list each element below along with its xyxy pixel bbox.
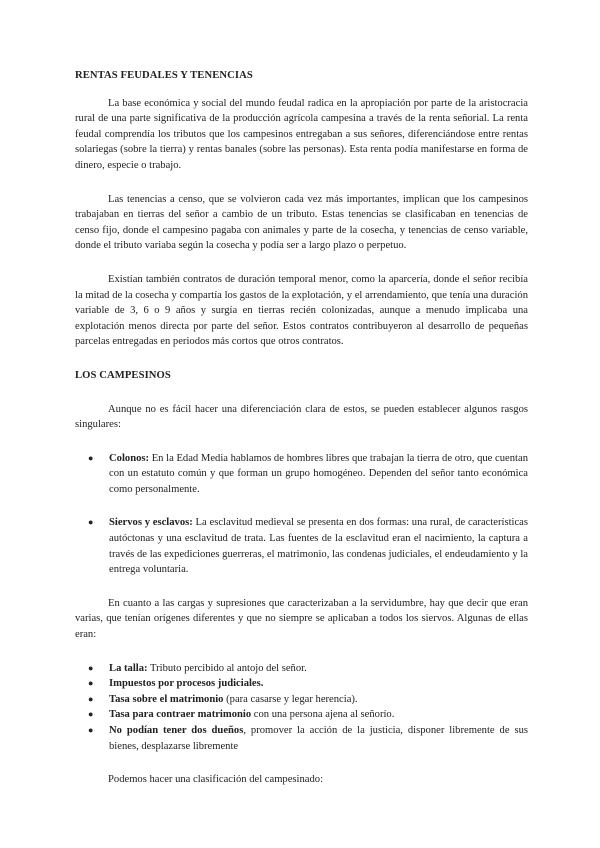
list-item-text: , promover la acción de la justicia, disponer libremente de sus bienes, desplazarse libremente: [109, 725, 528, 752]
list-item-term: La talla:: [109, 662, 148, 674]
text-colonos: En la Edad Media hablamos de hombres libres que trabajan la tierra de otro, que cuentan con un estatuto común y que forman un grupo homogéneo. Dependen del señor tanto económica como personalmente.: [109, 452, 528, 495]
bullet-item-colonos: [75, 451, 528, 498]
list-item-term: Tasa sobre el matrimonio: [109, 693, 224, 705]
paragraph-rentas-1: La base económica y social del mundo feudal radica en la apropiación por parte de la aristocracia rural de una parte significativa de la producción agrícola campesina a través de la renta señorial. La renta feudal comprendía los tributos que los campesinos entregaban a sus señores, diferenciándose entre rentas solariegas (sobre la tierra) y rentas banales (sobre las personas). Esta renta podía manifestarse en forma de dinero, especie o trabajo.: [75, 97, 528, 171]
term-siervos: Siervos y esclavos:: [109, 517, 193, 529]
paragraph-campesinos-intro: Aunque no es fácil hacer una diferenciación clara de estos, se pueden establecer algunos rasgos singulares:: [75, 403, 528, 431]
bullet-icon: ●: [88, 725, 94, 735]
text-siervos: La esclavitud medieval se presenta en dos formas: una rural, de características autóctonas y una esclavitud de trata. Las fuentes de la esclavitud eran el nacimiento, la captura a través de las expediciones guerreras, el matrimonio, las condenas judiciales, el endeudamiento y la entrega voluntaria.: [109, 517, 529, 576]
list-item: [75, 692, 528, 708]
list-item: [75, 676, 528, 692]
list-item: [75, 707, 528, 723]
term-colonos: Colonos:: [109, 452, 150, 464]
bullet-icon: ●: [88, 662, 94, 673]
section-title-campesinos: LOS CAMPESINOS: [75, 369, 171, 381]
paragraph-clasificacion: Podemos hacer una clasificación del campesinado:: [108, 774, 324, 786]
bullet-item-siervos: [75, 515, 528, 577]
paragraph-rentas-2: Las tenencias a censo, que se volvieron cada vez más importantes, implican que los campesinos trabajaban en tierras del señor a cambio de un tributo. Estas tenencias se clasificaban en tenencias de censo fijo, donde el campesino pagaba con animales y parte de la cosecha, y tenencias de censo variable, donde el tributo variaba según la cosecha y podía ser a largo plazo o perpetuo.: [75, 193, 528, 252]
bullet-icon: ●: [88, 452, 94, 463]
cargas-list: [75, 661, 528, 755]
list-item-text: (para casarse y legar herencia).: [223, 693, 358, 705]
list-item: [75, 661, 528, 677]
paragraph-rentas-3: Existían también contratos de duración temporal menor, como la aparcería, donde el señor recibía la mitad de la cosecha y compartía los gastos de la explotación, y el arrendamiento, que tenía una duración variable de 3, 6 o 9 años y surgía en tierras recién colonizadas, aunque a menudo implicaba una explotación menos directa por parte del señor. Estos contratos contribuyeron al desarrollo de pequeñas parcelas entregadas en periodos más cortos que otros contratos.: [75, 273, 528, 348]
bullet-icon: ●: [88, 693, 94, 704]
list-item-text: con una persona ajena al señorío.: [251, 709, 395, 721]
bullet-icon: ●: [88, 678, 94, 689]
list-item-term: Impuestos por procesos judiciales.: [109, 678, 264, 690]
paragraph-cargas: En cuanto a las cargas y supresiones que caracterizaban a la servidumbre, hay que decir que eran varias, que tenían orígenes diferentes y que no siempre se aplicaban a todos los siervos. Algunas de ellas eran:: [75, 597, 528, 641]
list-item: [75, 723, 528, 754]
bullet-icon: ●: [88, 517, 94, 528]
list-item-term: Tasa para contraer matrimonio: [109, 709, 252, 721]
bullet-icon: ●: [88, 709, 94, 720]
list-item-term: No podían tener dos dueños: [109, 725, 244, 736]
list-item-text: Tributo percibido al antojo del señor.: [147, 662, 307, 674]
section-title-rentas: RENTAS FEUDALES Y TENENCIAS: [75, 70, 253, 81]
